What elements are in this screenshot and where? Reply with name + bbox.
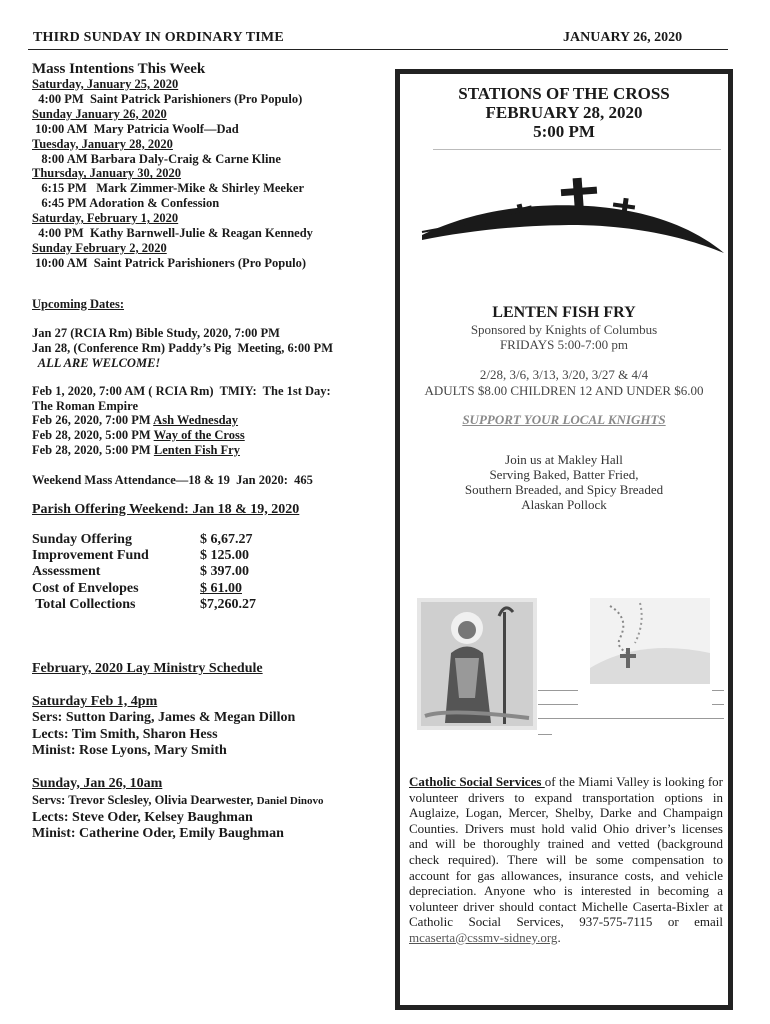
- mass-intention-line: 4:00 PM Kathy Barnwell-Julie & Reagan Kennedy: [32, 226, 313, 241]
- lenten-fish-fry-link[interactable]: Lenten Fish Fry: [153, 442, 240, 457]
- offering-amount: $ 125.00: [200, 548, 249, 564]
- mass-intention-day: Sunday February 2, 2020: [32, 240, 167, 255]
- fish-fry-menu: Southern Breaded, and Spicy Breaded: [464, 482, 664, 498]
- offering-label: Total Collections: [32, 596, 136, 612]
- stations-of-the-cross: [400, 84, 728, 141]
- stations-date: FEBRUARY 28, 2020: [485, 103, 643, 122]
- mass-intention-day: Tuesday, January 28, 2020: [32, 136, 173, 151]
- mass-intention-day: Saturday, January 25, 2020: [32, 77, 179, 91]
- support-knights-link[interactable]: SUPPORT YOUR LOCAL KNIGHTS: [462, 411, 666, 427]
- ash-wednesday-link[interactable]: Ash Wednesday: [153, 413, 239, 428]
- saint-vestment: [455, 658, 479, 698]
- decorative-line: [538, 704, 578, 705]
- rosary-cross-beam: [620, 654, 636, 658]
- offering-row: [32, 532, 387, 548]
- saint-head: [458, 621, 476, 639]
- mass-intention-line: 8:00 AM Barbara Daly-Craig & Carne Kline: [32, 151, 281, 166]
- offering-label: Improvement Fund: [32, 548, 149, 564]
- upcoming-item: The Roman Empire: [32, 398, 139, 413]
- upcoming-item: Jan 28, (Conference Rm) Paddy’s Pig Meeting, 6:00 PM: [32, 340, 333, 355]
- lay-ministry-title: February, 2020 Lay Ministry Schedule: [32, 661, 263, 677]
- fish-fry-hours: FRIDAYS 5:00-7:00 pm: [499, 337, 629, 353]
- upcoming-item: Feb 1, 2020, 7:00 AM ( RCIA Rm) TMIY: The 1st Day:: [32, 384, 331, 399]
- sunday-servers-extra: Daniel Dinovo: [256, 795, 324, 808]
- sunday-servers-names: Servs: Trevor Sclesley, Olivia Dearwester,: [32, 793, 254, 808]
- catholic-social-services-link[interactable]: Catholic Social Services: [409, 774, 545, 789]
- fish-fry-menu: Serving Baked, Batter Fried,: [489, 467, 639, 483]
- right-panel: [395, 69, 733, 1010]
- mass-intention-line: 10:00 AM Saint Patrick Parishioners (Pro Populo): [32, 255, 307, 270]
- way-of-the-cross-link[interactable]: Way of the Cross: [153, 427, 245, 442]
- fish-fry-dates: 2/28, 3/6, 3/13, 3/20, 3/27 & 4/4: [479, 367, 649, 383]
- upcoming-item: [32, 443, 387, 458]
- catholic-social-services-notice: [409, 774, 723, 946]
- fish-fry-title: LENTEN FISH FRY: [492, 304, 636, 321]
- offering-amount: $ 397.00: [200, 564, 249, 580]
- event-date: Feb 26, 2020, 7:00 PM: [32, 413, 154, 428]
- all-welcome-note: ALL ARE WELCOME!: [32, 355, 161, 370]
- stations-title: STATIONS OF THE CROSS: [458, 84, 670, 103]
- offering-amount: $7,260.27: [200, 596, 256, 612]
- offering-amount: $ 6,67.27: [200, 531, 253, 547]
- decorative-line: [712, 704, 724, 705]
- mass-attendance: Weekend Mass Attendance—18 & 19 Jan 2020: 465: [32, 473, 313, 488]
- decorative-line: [538, 734, 552, 735]
- fish-fry-menu: Alaskan Pollock: [521, 497, 607, 513]
- parish-offering-title: Parish Offering Weekend: Jan 18 & 19, 2020: [32, 501, 300, 517]
- sunday-schedule-title: Sunday, Jan 26, 10am: [32, 775, 163, 791]
- upcoming-item: [32, 413, 387, 428]
- upcoming-item: Jan 27 (RCIA Rm) Bible Study, 2020, 7:00 PM: [32, 326, 280, 341]
- bulletin-header-date: JANUARY 26, 2020: [563, 30, 683, 45]
- mass-intentions-title: Mass Intentions This Week: [32, 61, 206, 77]
- mass-intentions-list: [32, 77, 387, 271]
- stations-time: 5:00 PM: [533, 122, 595, 141]
- offering-total-row: [32, 597, 387, 613]
- offering-row: [32, 548, 387, 564]
- header-divider: [28, 49, 728, 50]
- stations-divider: [433, 149, 721, 150]
- left-column: [32, 61, 387, 843]
- saint-patrick-image: [417, 598, 537, 730]
- mass-intention-line: 4:00 PM Saint Patrick Parishioners (Pro Populo): [32, 91, 303, 106]
- decorative-line: [712, 690, 724, 691]
- fish-fry-prices: ADULTS $8.00 CHILDREN 12 AND UNDER $6.00: [424, 382, 704, 398]
- event-date: Feb 28, 2020, 5:00 PM: [32, 427, 154, 442]
- event-date: Feb 28, 2020, 5:00 PM: [32, 442, 154, 457]
- three-crosses-illustration: [418, 168, 728, 258]
- offering-amount: $ 61.00: [200, 580, 242, 596]
- saturday-ministers: Minist: Rose Lyons, Mary Smith: [32, 743, 227, 759]
- sunday-lectors: Lects: Steve Oder, Kelsey Baughman: [32, 809, 253, 825]
- sunday-servers: [32, 792, 387, 810]
- fish-fry-section: [400, 304, 728, 513]
- bulletin-header-title: THIRD SUNDAY IN ORDINARY TIME: [33, 30, 284, 45]
- decorative-line: [538, 718, 724, 719]
- upcoming-item: [32, 428, 387, 443]
- offering-table: [32, 532, 387, 613]
- upcoming-dates-title: Upcoming Dates:: [32, 296, 125, 311]
- offering-row: [32, 581, 387, 597]
- center-cross-beam: [561, 187, 597, 196]
- decorative-line: [538, 690, 578, 691]
- saturday-lectors: Lects: Tim Smith, Sharon Hess: [32, 726, 218, 742]
- offering-row: [32, 564, 387, 580]
- saint-staff: [503, 612, 506, 724]
- hill-shape: [422, 205, 724, 253]
- sunday-ministers: Minist: Catherine Oder, Emily Baughman: [32, 826, 284, 842]
- offering-label: Assessment: [32, 564, 101, 580]
- rosary-image: [590, 598, 710, 684]
- saturday-schedule-title: Saturday Feb 1, 4pm: [32, 693, 158, 709]
- fish-fry-location: Join us at Makley Hall: [505, 451, 623, 467]
- fish-fry-sponsor: Sponsored by Knights of Columbus: [470, 322, 658, 337]
- mass-intention-day: Saturday, February 1, 2020: [32, 211, 179, 226]
- offering-label: Cost of Envelopes: [32, 580, 139, 596]
- mass-intention-line: 6:45 PM Adoration & Confession: [32, 196, 220, 211]
- mass-intention-day: Thursday, January 30, 2020: [32, 166, 181, 181]
- email-link[interactable]: mcaserta@cssmv-sidney.org: [409, 929, 558, 945]
- saturday-servers: Sers: Sutton Daring, James & Megan Dillon: [32, 710, 296, 726]
- mass-intention-line: 6:15 PM Mark Zimmer-Mike & Shirley Meeker: [32, 181, 305, 196]
- notice-text: of the Miami Valley is looking for volunteer drivers to expand transportation options in Auglaize, Logan, Mercer, Shelby, Darke and Champaign Counties. Drivers must hold valid Ohio driver’s licenses and will be thoroughly trained and vetted (background check required). There will be some compensation to account for gas allowances, insurance costs, and vehicle depreciation. Anyone who is interested in becoming a volunteer driver should contact Michelle Caserta-Bixler at Catholic Social Services, 937-575-7115 or email: [409, 774, 723, 930]
- mass-intention-day: Sunday January 26, 2020: [32, 106, 167, 121]
- notice-end: .: [557, 929, 561, 945]
- offering-label: Sunday Offering: [32, 531, 132, 547]
- mass-intention-line: 10:00 AM Mary Patricia Woolf—Dad: [32, 121, 239, 136]
